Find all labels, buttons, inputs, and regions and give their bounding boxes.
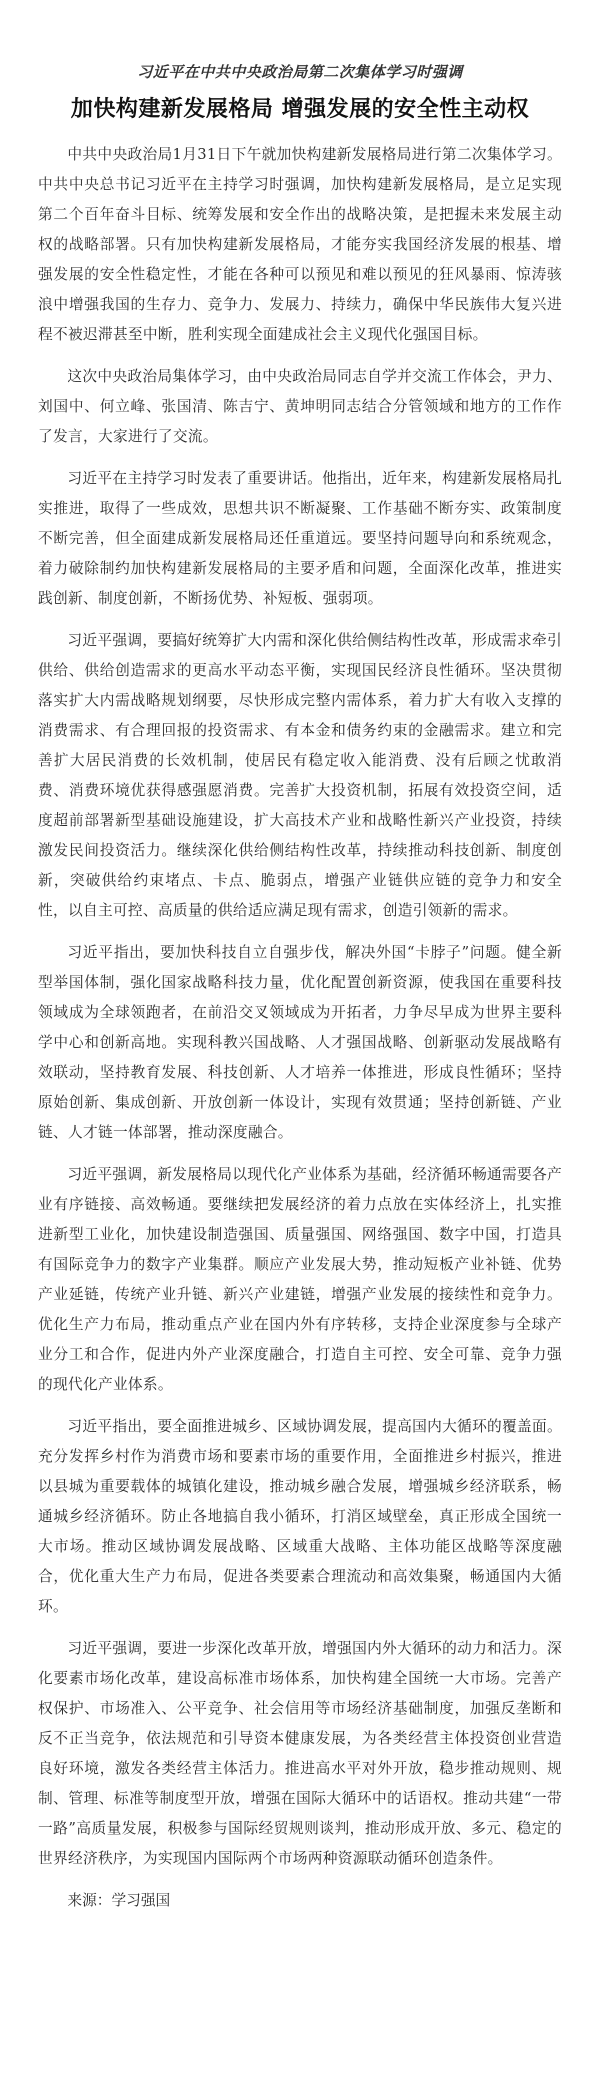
paragraph-1: 中共中央政治局1月31日下午就加快构建新发展格局进行第二次集体学习。中共中央总书记习近平在主持学习时强调，加快构建新发展格局，是立足实现第二个百年奋斗目标、统筹发展和安全作出的战略决策，是把握未来发展主动权的战略部署。只有加快构建新发展格局，才能夯实我国经济发展的根基、增强发展的安全性稳定性，才能在各种可以预见和难以预见的狂风暴雨、惊涛骇浪中增强我国的生存力、竞争力、发展力、持续力，确保中华民族伟大复兴进程不被迟滞甚至中断，胜利实现全面建成社会主义现代化强国目标。 [38,146,562,343]
article-subtitle: 习近平在中共中央政治局第二次集体学习时强调 [137,63,463,81]
paragraph-8: 习近平强调，要进一步深化改革开放，增强国内外大循环的动力和活力。深化要素市场化改革，建设高标准市场体系，加快构建全国统一大市场。完善产权保护、市场准入、公平竞争、社会信用等市场经济基础制度，加强反垄断和反不正当竞争，依法规范和引导资本健康发展，为各类经营主体投资创业营造良好环境，激发各类经营主体活力。推进高水平对外开放，稳步推动规则、规制、管理、标准等制度型开放，增强在国际大循环中的话语权。推动共建“一带一路”高质量发展，积极参与国际经贸规则谈判，推动形成开放、多元、稳定的世界经济秩序，为实现国内国际两个市场两种资源联动循环创造条件。 [38,1640,562,1867]
paragraph-4: 习近平强调，要搞好统筹扩大内需和深化供给侧结构性改革，形成需求牵引供给、供给创造需求的更高水平动态平衡，实现国民经济良性循环。坚决贯彻落实扩大内需战略规划纲要，尽快形成完整内需体系，着力扩大有收入支撑的消费需求、有合理回报的投资需求、有本金和债务约束的金融需求。建立和完善扩大居民消费的长效机制，使居民有稳定收入能消费、没有后顾之忧敢消费、消费环境优获得感强愿消费。完善扩大投资机制，拓展有效投资空间，适度超前部署新型基础设施建设，扩大高技术产业和战略性新兴产业投资，持续激发民间投资活力。继续深化供给侧结构性改革，持续推动科技创新、制度创新，突破供给约束堵点、卡点、脆弱点，增强产业链供应链的竞争力和安全性，以自主可控、高质量的供给适应满足现有需求，创造引领新的需求。 [38,632,562,919]
paragraph-6: 习近平强调，新发展格局以现代化产业体系为基础，经济循环畅通需要各产业有序链接、高效畅通。要继续把发展经济的着力点放在实体经济上，扎实推进新型工业化，加快建设制造强国、质量强国、网络强国、数字中国，打造具有国际竞争力的数字产业集群。顺应产业发展大势，推动短板产业补链、优势产业延链，传统产业升链、新兴产业建链，增强产业发展的接续性和竞争力。优化生产力布局，推动重点产业在国内外有序转移，支持企业深度参与全球产业分工和合作，促进内外产业深度融合，打造自主可控、安全可靠、竞争力强的现代化产业体系。 [38,1166,562,1393]
article-title: 加快构建新发展格局 增强发展的安全性主动权 [70,96,530,122]
article-source: 来源：学习强国 [67,1892,171,1909]
paragraph-7: 习近平指出，要全面推进城乡、区域协调发展，提高国内大循环的覆盖面。充分发挥乡村作为消费市场和要素市场的重要作用，全面推进乡村振兴，推进以县城为重要载体的城镇化建设，推动城乡融合发展，增强城乡经济联系，畅通城乡经济循环。防止各地搞自我小循环，打消区域壁垒，真正形成全国统一大市场。推动区域协调发展战略、区域重大战略、主体功能区战略等深度融合，优化重大生产力布局，促进各类要素合理流动和高效集聚，畅通国内大循环。 [38,1418,562,1615]
paragraph-3: 习近平在主持学习时发表了重要讲话。他指出，近年来，构建新发展格局扎实推进，取得了一些成效，思想共识不断凝聚、工作基础不断夯实、政策制度不断完善，但全面建成新发展格局还任重道远。要坚持问题导向和系统观念，着力破除制约加快构建新发展格局的主要矛盾和问题，全面深化改革，推进实践创新、制度创新，不断扬优势、补短板、强弱项。 [38,470,562,607]
paragraph-2: 这次中央政治局集体学习，由中央政治局同志自学并交流工作体会，尹力、刘国中、何立峰、张国清、陈吉宁、黄坤明同志结合分管领域和地方的工作作了发言，大家进行了交流。 [38,368,562,445]
paragraph-5: 习近平指出，要加快科技自立自强步伐，解决外国“卡脖子”问题。健全新型举国体制，强化国家战略科技力量，优化配置创新资源，使我国在重要科技领域成为全球领跑者，在前沿交叉领域成为开拓者，力争尽早成为世界主要科学中心和创新高地。实现科教兴国战略、人才强国战略、创新驱动发展战略有效联动，坚持教育发展、科技创新、人才培养一体推进，形成良性循环；坚持原始创新、集成创新、开放创新一体设计，实现有效贯通；坚持创新链、产业链、人才链一体部署，推动深度融合。 [38,944,562,1141]
